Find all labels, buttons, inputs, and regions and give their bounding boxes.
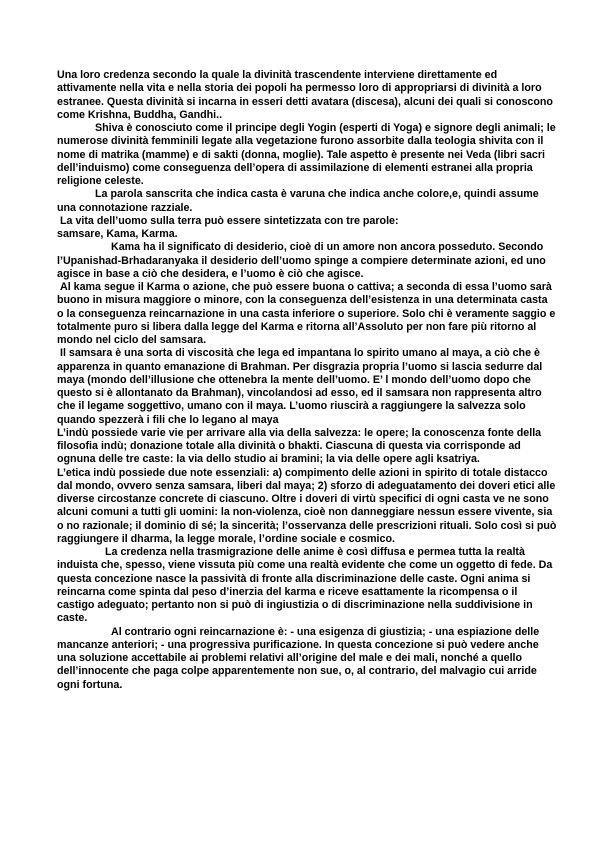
document-page [57,69,557,692]
paragraph-karma: Al kama segue il Karma o azione, che può essere buona o cattiva; a seconda di essa l’uomo sarà buono in misura maggiore o minore, con la conseguenza dell’esistenza in una determinata casta o la conseguenza reincarnazione in una casta inferiore o superiore. Solo chi è veramente saggio e totalmente puro si libera dalla legge del Karma e ritorna all’Assoluto per non fare più ritorno al mondo nel ciclo del samsara. [57,281,556,346]
paragraph-vita-uomo: La vita dell’uomo sulla terra può essere sintetizzata con tre parole: [60,214,399,227]
paragraph-avatara: Una loro credenza secondo la quale la divinità trascendente interviene direttamente ed attivamente nella vita e nella storia dei popoli ha permesso loro di appropriarsi di divinità a loro estranee. Questa divinità si incarna in esseri detti avatara (discesa), alcuni dei quali si conoscono come Krishna, Buddha, Gandhi.. [57,69,553,121]
paragraph-three-words: samsare, Kama, Karma. [57,228,178,240]
paragraph-casta: La parola sanscrita che indica casta è varuna che indica anche colore,e, quindi assume una connotazione razziale. [57,188,539,214]
paragraph-trasmigrazione: La credenza nella trasmigrazione delle anime è così diffusa e permea tutta la realtà induista che, spesso, viene vissuta più come una realtà evidente che come un oggetto di fede. Da questa concezione nasce la passività di fronte alla discriminazione delle caste. Ogni anima si reincarna come spinta dal peso d’inerzia del karma e riceve esattamente la ricompensa o il castigo adeguato; pertanto non si può di ingiustizia o di discriminazione nella suddivisione in caste. [57,546,553,625]
paragraph-vie-salvezza: L’indù possiede varie vie per arrivare alla via della salvezza: le opere; la conoscenza fonte della filosofia indù; donazione totale alla divinità o bhakti. Ciascuna di questa via corrisponde ad ognuna delle tre caste: la via dello studio ai bramini; la via delle opere agli ksatriya. [57,426,542,466]
paragraph-etica: L’etica indù possiede due note essenziali: a) compimento delle azioni in spirito di totale distacco dal mondo, ovvero senza samsara, liberi dal maya; 2) sforzo di adeguatamento dei doveri etici alle diverse circostanze concrete di ciascuno. Oltre i doveri di virtù specifici di ogni casta ve ne sono alcuni comuni a tutti gli uomini: la non-violenza, cioè non danneggiare nessun essere vivente, sia o no razionale; il dominio di sé; la sincerità; l’osservanza delle prescrizioni rituali. Solo così si può raggiungere il dharma, la legge morale, l’ordine sociale e cosmico. [57,466,557,545]
paragraph-reincarnazione: Al contrario ogni reincarnazione è: - una esigenza di giustizia; - una espiazione delle mancanze anteriori; - una progressiva purificazione. In questa concezione si può vedere anche una soluzione accettabile ai problemi relativi all’origine del male e dei mali, nonché a quello dell’innocente che paga colpe apparentemente non sue, o, al contrario, del malvagio cui arride ogni fortuna. [57,625,540,691]
paragraph-shiva: Shiva è conosciuto come il principe degli Yogin (esperti di Yoga) e signore degli animali; le numerose divinità femminili legate alla vegetazione furono assorbite dalla teologia shivita con il nome di matrika (mamme) e di sakti (donna, moglie). Tale aspetto è presente nei Veda (libri sacri dell’induismo) come conseguenza dell’opera di assimilazione di elementi estranei alla propria religione celeste. [57,122,556,187]
paragraph-kama: Kama ha il significato di desiderio, cioè di un amore non ancora posseduto. Secondo l’Upanishad-Brhadaranyaka il desiderio dell’uomo spinge a compiere determinate azioni, ed uno agisce in base a ciò che desidera, e l’uomo è ciò che agisce. [57,241,546,280]
paragraph-samsara: Il samsara è una sorta di viscosità che lega ed impantana lo spirito umano al maya, a ciò che è apparenza in quanto emanazione di Brahman. Per disgrazia propria l’uomo si lascia sedurre dal maya (mondo dell’illusione che ottenebra la mente dell’uomo. E’ l mondo dell’uomo dopo che questo si è allontanato da Brahman), vincolandosi ad esso, ed il samsara non rappresenta altro che il legame soggettivo, umano con il maya. L’uomo riuscirà a raggiungere la salvezza solo quando spezzerà i fili che lo legano al maya [57,347,543,426]
